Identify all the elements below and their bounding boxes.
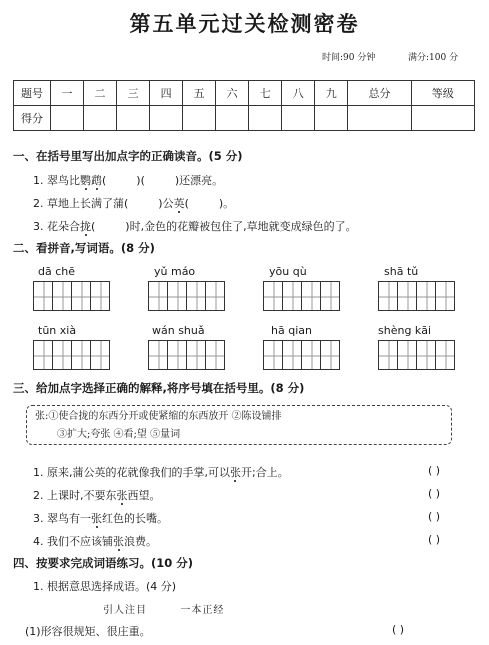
section-4-heading: 四、按要求完成词语练习。(10 分) — [13, 556, 194, 570]
writing-grid[interactable] — [378, 340, 455, 370]
q1-item-2 — [33, 195, 234, 211]
q1-text: )时,金色的花瓣被包住了,草地就变成绿色的了。 — [125, 220, 357, 233]
q1-text: ( — [91, 220, 96, 233]
q3-text: 浪费。 — [124, 535, 157, 548]
q3-item-1 — [33, 464, 289, 480]
grid-cell — [301, 340, 321, 370]
score-cell: 一 — [51, 81, 84, 106]
score-cell: 九 — [315, 81, 348, 106]
grid-cell — [378, 281, 398, 311]
dotted-char: 张 — [113, 535, 124, 548]
grid-cell — [186, 340, 206, 370]
answer-paren[interactable]: ( ) — [428, 510, 441, 523]
grid-cell — [435, 340, 455, 370]
grid-cell — [52, 281, 72, 311]
score-input-cell[interactable] — [315, 106, 348, 131]
grid-cell — [263, 281, 283, 311]
score-cell: 题号 — [14, 81, 51, 106]
grid-cell — [435, 281, 455, 311]
pinyin-label: tūn xià — [38, 324, 77, 337]
score-cell: 二 — [84, 81, 117, 106]
q3-item-4 — [33, 533, 157, 549]
q4-item-1: (1)形容很规矩、很庄重。 — [25, 625, 151, 638]
dotted-char: 张 — [116, 489, 128, 502]
grid-cell — [416, 340, 436, 370]
definition-box — [26, 405, 452, 445]
q1-text: ( — [102, 174, 107, 187]
score-cell: 四 — [150, 81, 183, 106]
grid-cell — [320, 281, 340, 311]
dotted-char: 张 — [229, 466, 241, 479]
score-input-cell[interactable] — [117, 106, 150, 131]
page-title: 第五单元过关检测密卷 — [129, 11, 360, 36]
q3-text: 开;合上。 — [240, 466, 289, 479]
writing-grid[interactable] — [263, 281, 340, 311]
pinyin-label: dā chē — [38, 265, 76, 278]
q3-text: 西望。 — [127, 489, 161, 502]
pinyin-label: yōu qù — [269, 265, 307, 278]
grid-cell — [186, 281, 206, 311]
writing-grid[interactable] — [263, 340, 340, 370]
definition-line-2: ③扩大;夸张 ④看;望 ⑤量词 — [57, 429, 181, 440]
grid-cell — [90, 281, 110, 311]
answer-paren[interactable]: ( ) — [428, 464, 441, 477]
score-cell: 等级 — [411, 81, 474, 106]
answer-paren[interactable]: ( ) — [428, 533, 441, 546]
score-cell: 总分 — [348, 81, 411, 106]
grid-cell — [52, 340, 72, 370]
q3-item-3 — [33, 510, 168, 526]
q1-text: 3. 花朵合 — [33, 220, 80, 233]
grid-cell — [167, 281, 187, 311]
q4-subheading: 1. 根据意思选择成语。(4 分) — [33, 580, 177, 593]
q1-text: 2. 草地上长满了蒲( — [33, 197, 129, 210]
writing-grid[interactable] — [148, 281, 225, 311]
q1-text: )。 — [218, 197, 235, 210]
writing-grid[interactable] — [148, 340, 225, 370]
score-cell: 得分 — [14, 106, 51, 131]
q1-text: 1. 翠鸟比 — [33, 174, 80, 187]
score-cell: 三 — [117, 81, 150, 106]
grid-cell — [416, 281, 436, 311]
writing-grid[interactable] — [33, 281, 110, 311]
dotted-char: 英 — [173, 197, 185, 210]
grid-cell — [397, 281, 417, 311]
q1-text: )( — [136, 174, 145, 187]
q3-text: 红色的长嘴。 — [102, 512, 168, 525]
grid-cell — [282, 340, 302, 370]
idiom-options: 引人注目 一本正经 — [103, 605, 225, 616]
grid-cell — [205, 340, 225, 370]
dotted-char: 鹦 — [80, 174, 91, 187]
pinyin-label: shā tǔ — [384, 265, 419, 278]
grid-cell — [71, 281, 91, 311]
dotted-char: 张 — [91, 512, 102, 525]
section-1-heading: 一、在括号里写出加点字的正确读音。(5 分) — [13, 149, 243, 163]
writing-grid[interactable] — [378, 281, 455, 311]
grid-cell — [378, 340, 398, 370]
q3-text: 1. 原来,蒲公英的花就像我们的手掌,可以 — [33, 466, 230, 479]
grid-cell — [263, 340, 283, 370]
score-input-cell[interactable] — [51, 106, 84, 131]
score-input-cell[interactable] — [348, 106, 411, 131]
q1-item-3 — [33, 218, 357, 234]
score-table — [13, 80, 475, 131]
q1-text: )还漂亮。 — [174, 174, 224, 187]
dotted-char: 拢 — [80, 220, 91, 233]
q1-text: ( — [184, 197, 189, 210]
grid-cell — [167, 340, 187, 370]
pinyin-label: wán shuǎ — [152, 324, 205, 337]
pinyin-label: yǔ máo — [154, 265, 196, 278]
grid-cell — [71, 340, 91, 370]
score-cell: 八 — [282, 81, 315, 106]
answer-paren[interactable]: ( ) — [392, 623, 405, 636]
grid-cell — [301, 281, 321, 311]
pinyin-label: shèng kāi — [378, 324, 432, 337]
answer-paren[interactable]: ( ) — [428, 487, 441, 500]
q1-item-1 — [33, 172, 223, 188]
time-limit: 时间:90 分钟 — [322, 53, 376, 63]
writing-grid[interactable] — [33, 340, 110, 370]
score-input-cell[interactable] — [84, 106, 117, 131]
score-input-cell[interactable] — [282, 106, 315, 131]
q3-text: 4. 我们不应该铺 — [33, 535, 113, 548]
full-score: 满分:100 分 — [408, 53, 459, 63]
grid-cell — [397, 340, 417, 370]
grid-cell — [33, 281, 53, 311]
grid-cell — [148, 281, 168, 311]
score-table-score-row — [14, 106, 475, 131]
score-cell: 七 — [249, 81, 282, 106]
q3-text: 2. 上课时,不要东 — [33, 489, 117, 502]
pinyin-label: hā qian — [271, 324, 312, 337]
q3-text: 3. 翠鸟有一 — [33, 512, 91, 525]
score-input-cell[interactable] — [183, 106, 216, 131]
section-2-heading: 二、看拼音,写词语。(8 分) — [13, 241, 155, 255]
grid-cell — [148, 340, 168, 370]
section-3-heading: 三、给加点字选择正确的解释,将序号填在括号里。(8 分) — [13, 381, 305, 395]
score-table-header-row — [14, 81, 475, 106]
q1-text: )公 — [158, 197, 174, 210]
grid-cell — [282, 281, 302, 311]
score-input-cell[interactable] — [249, 106, 282, 131]
grid-cell — [320, 340, 340, 370]
score-cell: 五 — [183, 81, 216, 106]
grid-cell — [90, 340, 110, 370]
grid-cell — [205, 281, 225, 311]
score-input-cell[interactable] — [150, 106, 183, 131]
q3-item-2 — [33, 487, 161, 503]
score-input-cell[interactable] — [216, 106, 249, 131]
dotted-char: 鹉 — [91, 174, 102, 187]
score-cell: 六 — [216, 81, 249, 106]
score-input-cell[interactable] — [411, 106, 474, 131]
definition-line-1: 张:①使合拢的东西分开或使紧缩的东西放开 ②陈设铺排 — [35, 411, 282, 422]
grid-cell — [33, 340, 53, 370]
